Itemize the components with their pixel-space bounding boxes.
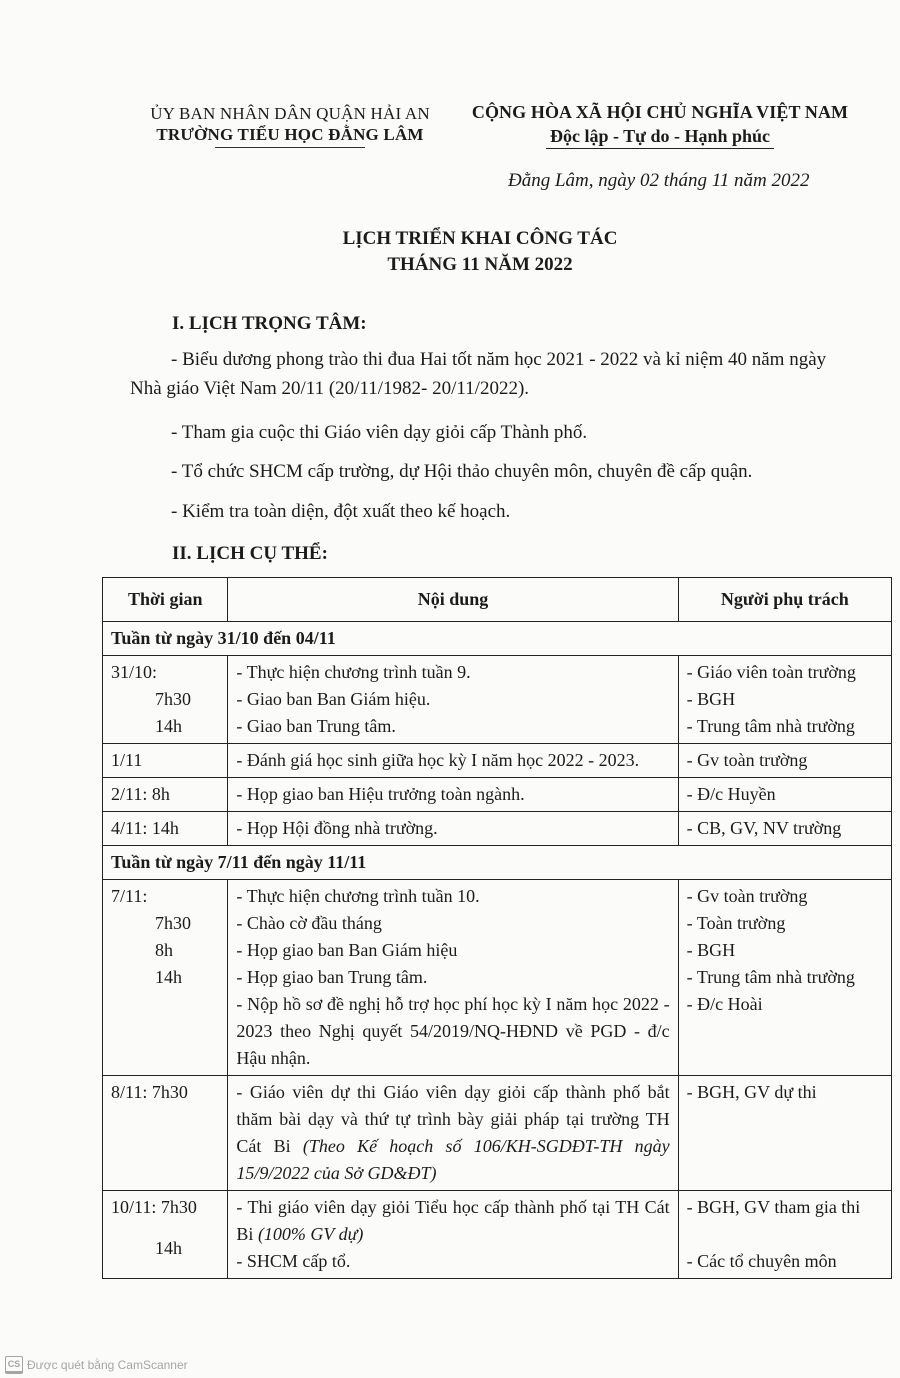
content-cell: [228, 880, 678, 1076]
owner-cell: - Đ/c Huyền: [678, 778, 891, 812]
owner-text: - Trung tâm nhà trường: [686, 967, 855, 987]
content-cell: - Họp Hội đồng nhà trường.: [228, 812, 678, 846]
column-header-owner: Người phụ trách: [678, 578, 891, 622]
camscanner-watermark: [5, 1356, 188, 1374]
content-cell: - Họp giao ban Hiệu trưởng toàn ngành.: [228, 778, 678, 812]
week-label: Tuần từ ngày 7/11 đến ngày 11/11: [103, 846, 892, 880]
time-cell: 1/11: [103, 744, 228, 778]
focus-item: - Biểu dương phong trào thi đua Hai tốt năm học 2021 - 2022 và kỉ niệm 40 năm ngày Nhà giáo Việt Nam 20/11 (20/11/1982- 20/11/2022).: [130, 349, 827, 399]
owner-text: - Đ/c Hoài: [686, 994, 763, 1014]
owner-text: - BGH: [686, 689, 736, 709]
table-header-row: [103, 578, 892, 622]
content-text: - Thi giáo viên dạy giỏi Tiểu học cấp thành phố tại TH Cát Bi: [236, 1197, 670, 1244]
content-text: - Thực hiện chương trình tuần 9.: [236, 662, 471, 682]
column-header-time: Thời gian: [103, 578, 228, 622]
table-row: [103, 880, 892, 1076]
time-text: 14h: [155, 967, 182, 987]
time-text: 14h: [155, 1238, 182, 1258]
content-text: - Chào cờ đầu tháng: [236, 913, 382, 933]
spacer: [687, 1221, 883, 1235]
owner-cell: [678, 656, 891, 744]
owner-text: - BGH: [686, 940, 736, 960]
column-header-content: Nội dung: [228, 578, 678, 622]
schedule-table: [102, 577, 892, 1279]
time-text: 7h30: [155, 913, 191, 933]
focus-item: - Kiểm tra toàn diện, đột xuất theo kế hoạch.: [171, 501, 511, 522]
content-text: - Họp giao ban Trung tâm.: [236, 967, 428, 987]
content-text: - Nộp hồ sơ đề nghị hỗ trợ học phí học kỳ I năm học 2022 - 2023 theo Nghị quyết 54/2019/NQ-HĐND về PGD - đ/c Hậu nhận.: [236, 994, 670, 1068]
week-row: [103, 846, 892, 880]
national-name: CỘNG HÒA XÃ HỘI CHỦ NGHĨA VIỆT NAM: [471, 102, 849, 122]
owner-cell: - BGH, GV dự thi: [678, 1076, 891, 1191]
owner-text: - BGH, GV tham gia thi: [686, 1197, 861, 1217]
issuing-authority: [110, 103, 470, 148]
owner-text: - Các tổ chuyên môn: [686, 1251, 837, 1271]
time-cell: 8/11: 7h30: [103, 1076, 228, 1191]
camscanner-logo-icon: CS: [5, 1356, 23, 1374]
content-text: - Giao ban Ban Giám hiệu.: [236, 689, 431, 709]
time-cell: [103, 880, 228, 1076]
week-row: [103, 622, 892, 656]
time-text: 8h: [155, 940, 173, 960]
table-row: [103, 812, 892, 846]
content-text: - SHCM cấp tổ.: [236, 1251, 351, 1271]
time-text: 14h: [155, 716, 182, 736]
content-text: - Họp giao ban Ban Giám hiệu: [236, 940, 458, 960]
spacer: [111, 1221, 219, 1235]
content-cell: [228, 1076, 678, 1191]
table-row: [103, 1191, 892, 1279]
authority-line-1: ỦY BAN NHÂN DÂN QUẬN HẢI AN: [150, 104, 430, 123]
content-reference: (Theo Kế hoạch số 106/KH-SGDĐT-TH ngày 15/9/2022 của Sở GD&ĐT): [236, 1136, 670, 1183]
content-cell: [228, 656, 678, 744]
owner-text: - Giáo viên toàn trường: [686, 662, 856, 682]
table-row: [103, 1076, 892, 1191]
table-row: [103, 744, 892, 778]
owner-text: - Toàn trường: [686, 913, 786, 933]
week-label: Tuần từ ngày 31/10 đến 04/11: [103, 622, 892, 656]
content-text: - Thực hiện chương trình tuần 10.: [236, 886, 480, 906]
national-motto: Độc lập - Tự do - Hạnh phúc: [546, 124, 774, 149]
document-subtitle: THÁNG 11 NĂM 2022: [387, 254, 573, 275]
time-cell: [103, 1191, 228, 1279]
section-1-heading: I. LỊCH TRỌNG TÂM:: [172, 313, 367, 334]
focus-item: - Tham gia cuộc thi Giáo viên dạy giỏi cấp Thành phố.: [171, 422, 588, 443]
document-title: LỊCH TRIỂN KHAI CÔNG TÁC: [342, 228, 618, 249]
time-text: 7/11:: [111, 886, 148, 906]
owner-cell: [678, 1191, 891, 1279]
content-text: - Giáo viên dự thi Giáo viên dạy giỏi cấp thành phố bắt thăm bài dạy và thứ tự trình bày giải pháp tại trường TH Cát Bi: [236, 1082, 670, 1156]
time-cell: 4/11: 14h: [103, 812, 228, 846]
time-cell: 2/11: 8h: [103, 778, 228, 812]
owner-text: - Gv toàn trường: [686, 886, 808, 906]
table-row: [103, 656, 892, 744]
owner-cell: [678, 880, 891, 1076]
section-2-heading: II. LỊCH CỤ THỂ:: [172, 543, 328, 564]
content-text: - Giao ban Trung tâm.: [236, 716, 396, 736]
national-header: [460, 100, 860, 149]
content-note: (100% GV dự): [257, 1224, 364, 1244]
owner-cell: - CB, GV, NV trường: [678, 812, 891, 846]
content-cell: [228, 1191, 678, 1279]
owner-text: - Trung tâm nhà trường: [686, 716, 855, 736]
time-cell: [103, 656, 228, 744]
time-text: 31/10:: [111, 662, 158, 682]
table-row: [103, 778, 892, 812]
document-date: Đằng Lâm, ngày 02 tháng 11 năm 2022: [508, 170, 810, 191]
content-cell: - Đánh giá học sinh giữa học kỳ I năm học 2022 - 2023.: [228, 744, 678, 778]
watermark-text: Được quét bằng CamScanner: [27, 1358, 188, 1372]
focus-item: - Tổ chức SHCM cấp trường, dự Hội thảo chuyên môn, chuyên đề cấp quận.: [171, 461, 753, 482]
owner-cell: - Gv toàn trường: [678, 744, 891, 778]
time-text: 7h30: [155, 689, 191, 709]
school-name: TRƯỜNG TIỂU HỌC ĐẰNG LÂM: [156, 125, 424, 144]
time-text: 10/11: 7h30: [111, 1197, 197, 1217]
school-name-underline: [215, 147, 365, 148]
